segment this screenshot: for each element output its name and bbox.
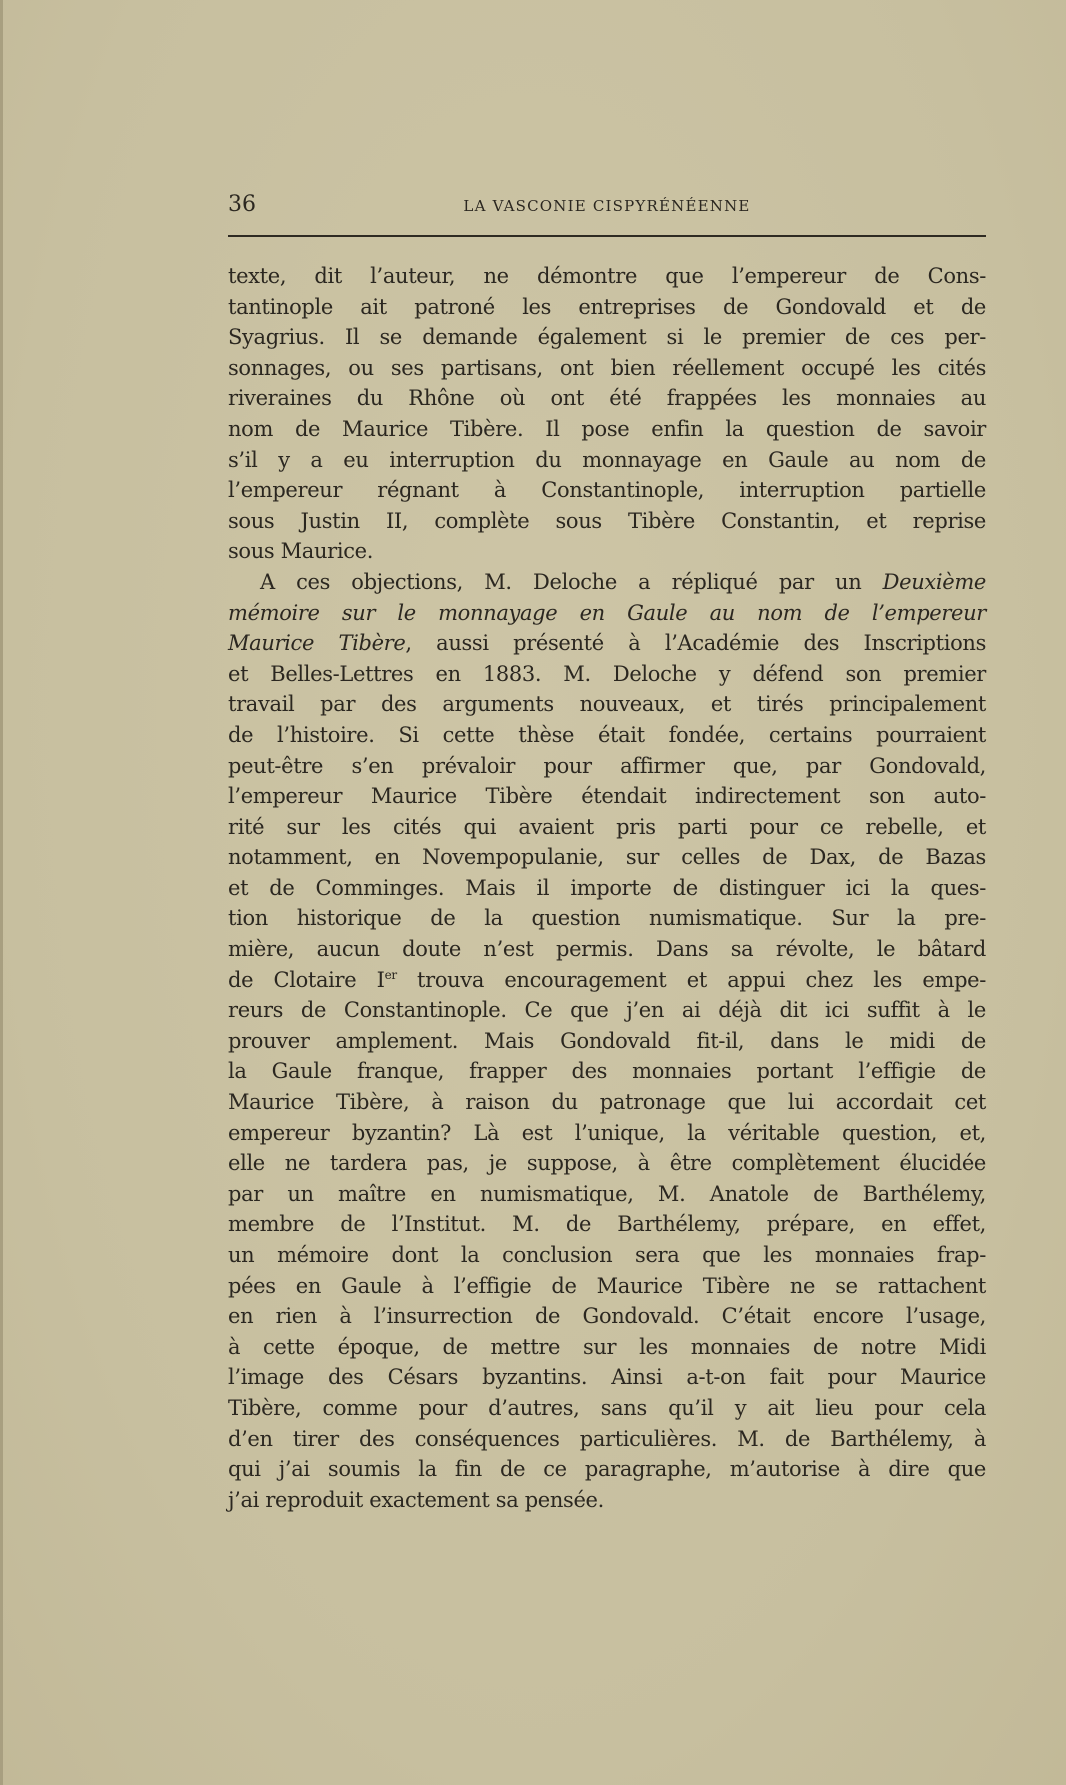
text-segment: à cette époque, de mettre sur les monnaies de notre Midi	[228, 1334, 986, 1359]
header-rule	[228, 235, 986, 237]
text-segment: tion historique de la question numismatique. Sur la pre-	[228, 906, 986, 931]
text-line	[228, 1454, 986, 1485]
text-segment: travail par des arguments nouveaux, et tirés principalement	[228, 692, 986, 717]
text-line	[228, 934, 986, 965]
text-segment: , aussi présenté à l’Académie des Inscriptions	[405, 631, 986, 656]
text-segment: Maurice Tibère, à raison du patronage que lui accordait cet	[228, 1090, 986, 1115]
text-segment: reurs de Constantinople. Ce que j’en ai déjà dit ici suffit à le	[228, 998, 986, 1023]
text-segment: texte, dit l’auteur, ne démontre que l’empereur de Cons-	[228, 264, 986, 288]
text-segment: rité sur les cités qui avaient pris parti pour ce rebelle, et	[228, 814, 986, 839]
text-segment: Tibère, comme pour d’autres, sans qu’il y ait lieu pour cela	[228, 1395, 986, 1420]
text-segment: sous Maurice.	[228, 539, 374, 564]
text-line	[228, 781, 986, 812]
paragraph	[228, 567, 986, 1515]
text-line	[228, 567, 986, 598]
text-line	[228, 965, 986, 996]
text-segment: tantinople ait patroné les entreprises de Gondovald et de	[228, 294, 986, 319]
text-line	[228, 353, 986, 384]
text-segment: qui j’ai soumis la fin de ce paragraphe, m’autorise à dire que	[228, 1457, 986, 1482]
text-segment: pées en Gaule à l’effigie de Maurice Tibère ne se rattachent	[228, 1273, 986, 1298]
italic-title: mémoire sur le monnayage en Gaule au nom de l’empereur	[228, 600, 986, 625]
text-segment: l’image des Césars byzantins. Ainsi a-t-on fait pour Maurice	[228, 1365, 986, 1390]
italic-title: Deuxième	[882, 569, 986, 594]
text-segment: l’empereur Maurice Tibère étendait indirectement son auto-	[228, 784, 986, 809]
text-line	[228, 1485, 986, 1516]
text-line	[228, 628, 986, 659]
text-segment: sous Justin II, complète sous Tibère Constantin, et reprise	[228, 508, 986, 533]
text-segment: de l’histoire. Si cette thèse était fondée, certains pourraient	[228, 722, 986, 747]
text-line	[228, 261, 986, 292]
text-line	[228, 903, 986, 934]
text-line	[228, 1209, 986, 1240]
text-line	[228, 751, 986, 782]
page-edge	[0, 0, 3, 1785]
text-segment: empereur byzantin? Là est l’unique, la véritable question, et,	[228, 1120, 986, 1145]
text-line	[228, 1148, 986, 1179]
text-segment: et de Comminges. Mais il importe de distinguer ici la ques-	[228, 875, 986, 900]
text-segment: j’ai reproduit exactement sa pensée.	[228, 1487, 604, 1512]
text-segment: elle ne tardera pas, je suppose, à être complètement élucidée	[228, 1151, 986, 1176]
text-segment: en rien à l’insurrection de Gondovald. C’était encore l’usage,	[228, 1304, 986, 1329]
text-line	[228, 1301, 986, 1332]
text-line	[228, 1087, 986, 1118]
text-line	[228, 659, 986, 690]
text-line	[228, 1240, 986, 1271]
text-line	[228, 598, 986, 629]
text-segment: l’empereur régnant à Constantinople, interruption partielle	[228, 478, 986, 503]
page-header	[228, 190, 986, 220]
text-segment: s’il y a eu interruption du monnayage en Gaule au nom de	[228, 447, 986, 472]
text-line	[228, 1362, 986, 1393]
text-line	[228, 1118, 986, 1149]
text-segment: et Belles-Lettres en 1883. M. Deloche y défend son premier	[228, 661, 986, 686]
text-segment: membre de l’Institut. M. de Barthélemy, prépare, en effet,	[228, 1212, 986, 1237]
text-segment: riveraines du Rhône où ont été frappées les monnaies au	[228, 386, 986, 411]
text-segment: trouva encouragement et appui chez les empe-	[396, 967, 986, 992]
text-segment: mière, aucun doute n’est permis. Dans sa révolte, le bâtard	[228, 937, 986, 962]
text-line	[228, 689, 986, 720]
text-line	[228, 1056, 986, 1087]
text-line	[228, 1179, 986, 1210]
text-line	[228, 1271, 986, 1302]
text-segment: d’en tirer des conséquences particulières. M. de Barthélemy, à	[228, 1426, 986, 1451]
text-segment: notamment, en Novempopulanie, sur celles de Dax, de Bazas	[228, 845, 986, 870]
text-segment: nom de Maurice Tibère. Il pose enfin la question de savoir	[228, 416, 986, 441]
text-line	[228, 1393, 986, 1424]
text-segment: prouver amplement. Mais Gondovald fit-il, dans le midi de	[228, 1028, 986, 1053]
text-line	[228, 995, 986, 1026]
text-line	[228, 322, 986, 353]
text-segment: Syagrius. Il se demande également si le premier de ces per-	[228, 325, 986, 350]
text-line	[228, 536, 986, 567]
text-line	[228, 812, 986, 843]
text-segment: de Clotaire I	[228, 967, 385, 992]
italic-title: Maurice Tibère	[228, 631, 406, 656]
text-line	[228, 292, 986, 323]
text-line	[228, 383, 986, 414]
running-title: LA VASCONIE CISPYRÉNÉENNE	[463, 197, 751, 215]
text-line	[228, 842, 986, 873]
text-segment: sonnages, ou ses partisans, ont bien réellement occupé les cités	[228, 355, 986, 380]
text-line	[228, 1424, 986, 1455]
paragraph	[228, 261, 986, 567]
text-line	[228, 506, 986, 537]
text-line	[228, 873, 986, 904]
superscript: er	[384, 967, 397, 982]
text-line	[228, 720, 986, 751]
text-segment: peut-être s’en prévaloir pour affirmer que, par Gondovald,	[228, 753, 986, 778]
text-segment: A ces objections, M. Deloche a répliqué par un	[260, 569, 883, 594]
text-line	[228, 414, 986, 445]
text-segment: un mémoire dont la conclusion sera que les monnaies frap-	[228, 1243, 986, 1267]
text-line	[228, 475, 986, 506]
body-text	[228, 261, 986, 1515]
text-line	[228, 1332, 986, 1363]
text-line	[228, 445, 986, 476]
text-line	[228, 1026, 986, 1057]
text-segment: par un maître en numismatique, M. Anatole de Barthélemy,	[228, 1181, 986, 1206]
page-number: 36	[228, 192, 256, 217]
text-segment: la Gaule franque, frapper des monnaies portant l’effigie de	[228, 1059, 986, 1084]
